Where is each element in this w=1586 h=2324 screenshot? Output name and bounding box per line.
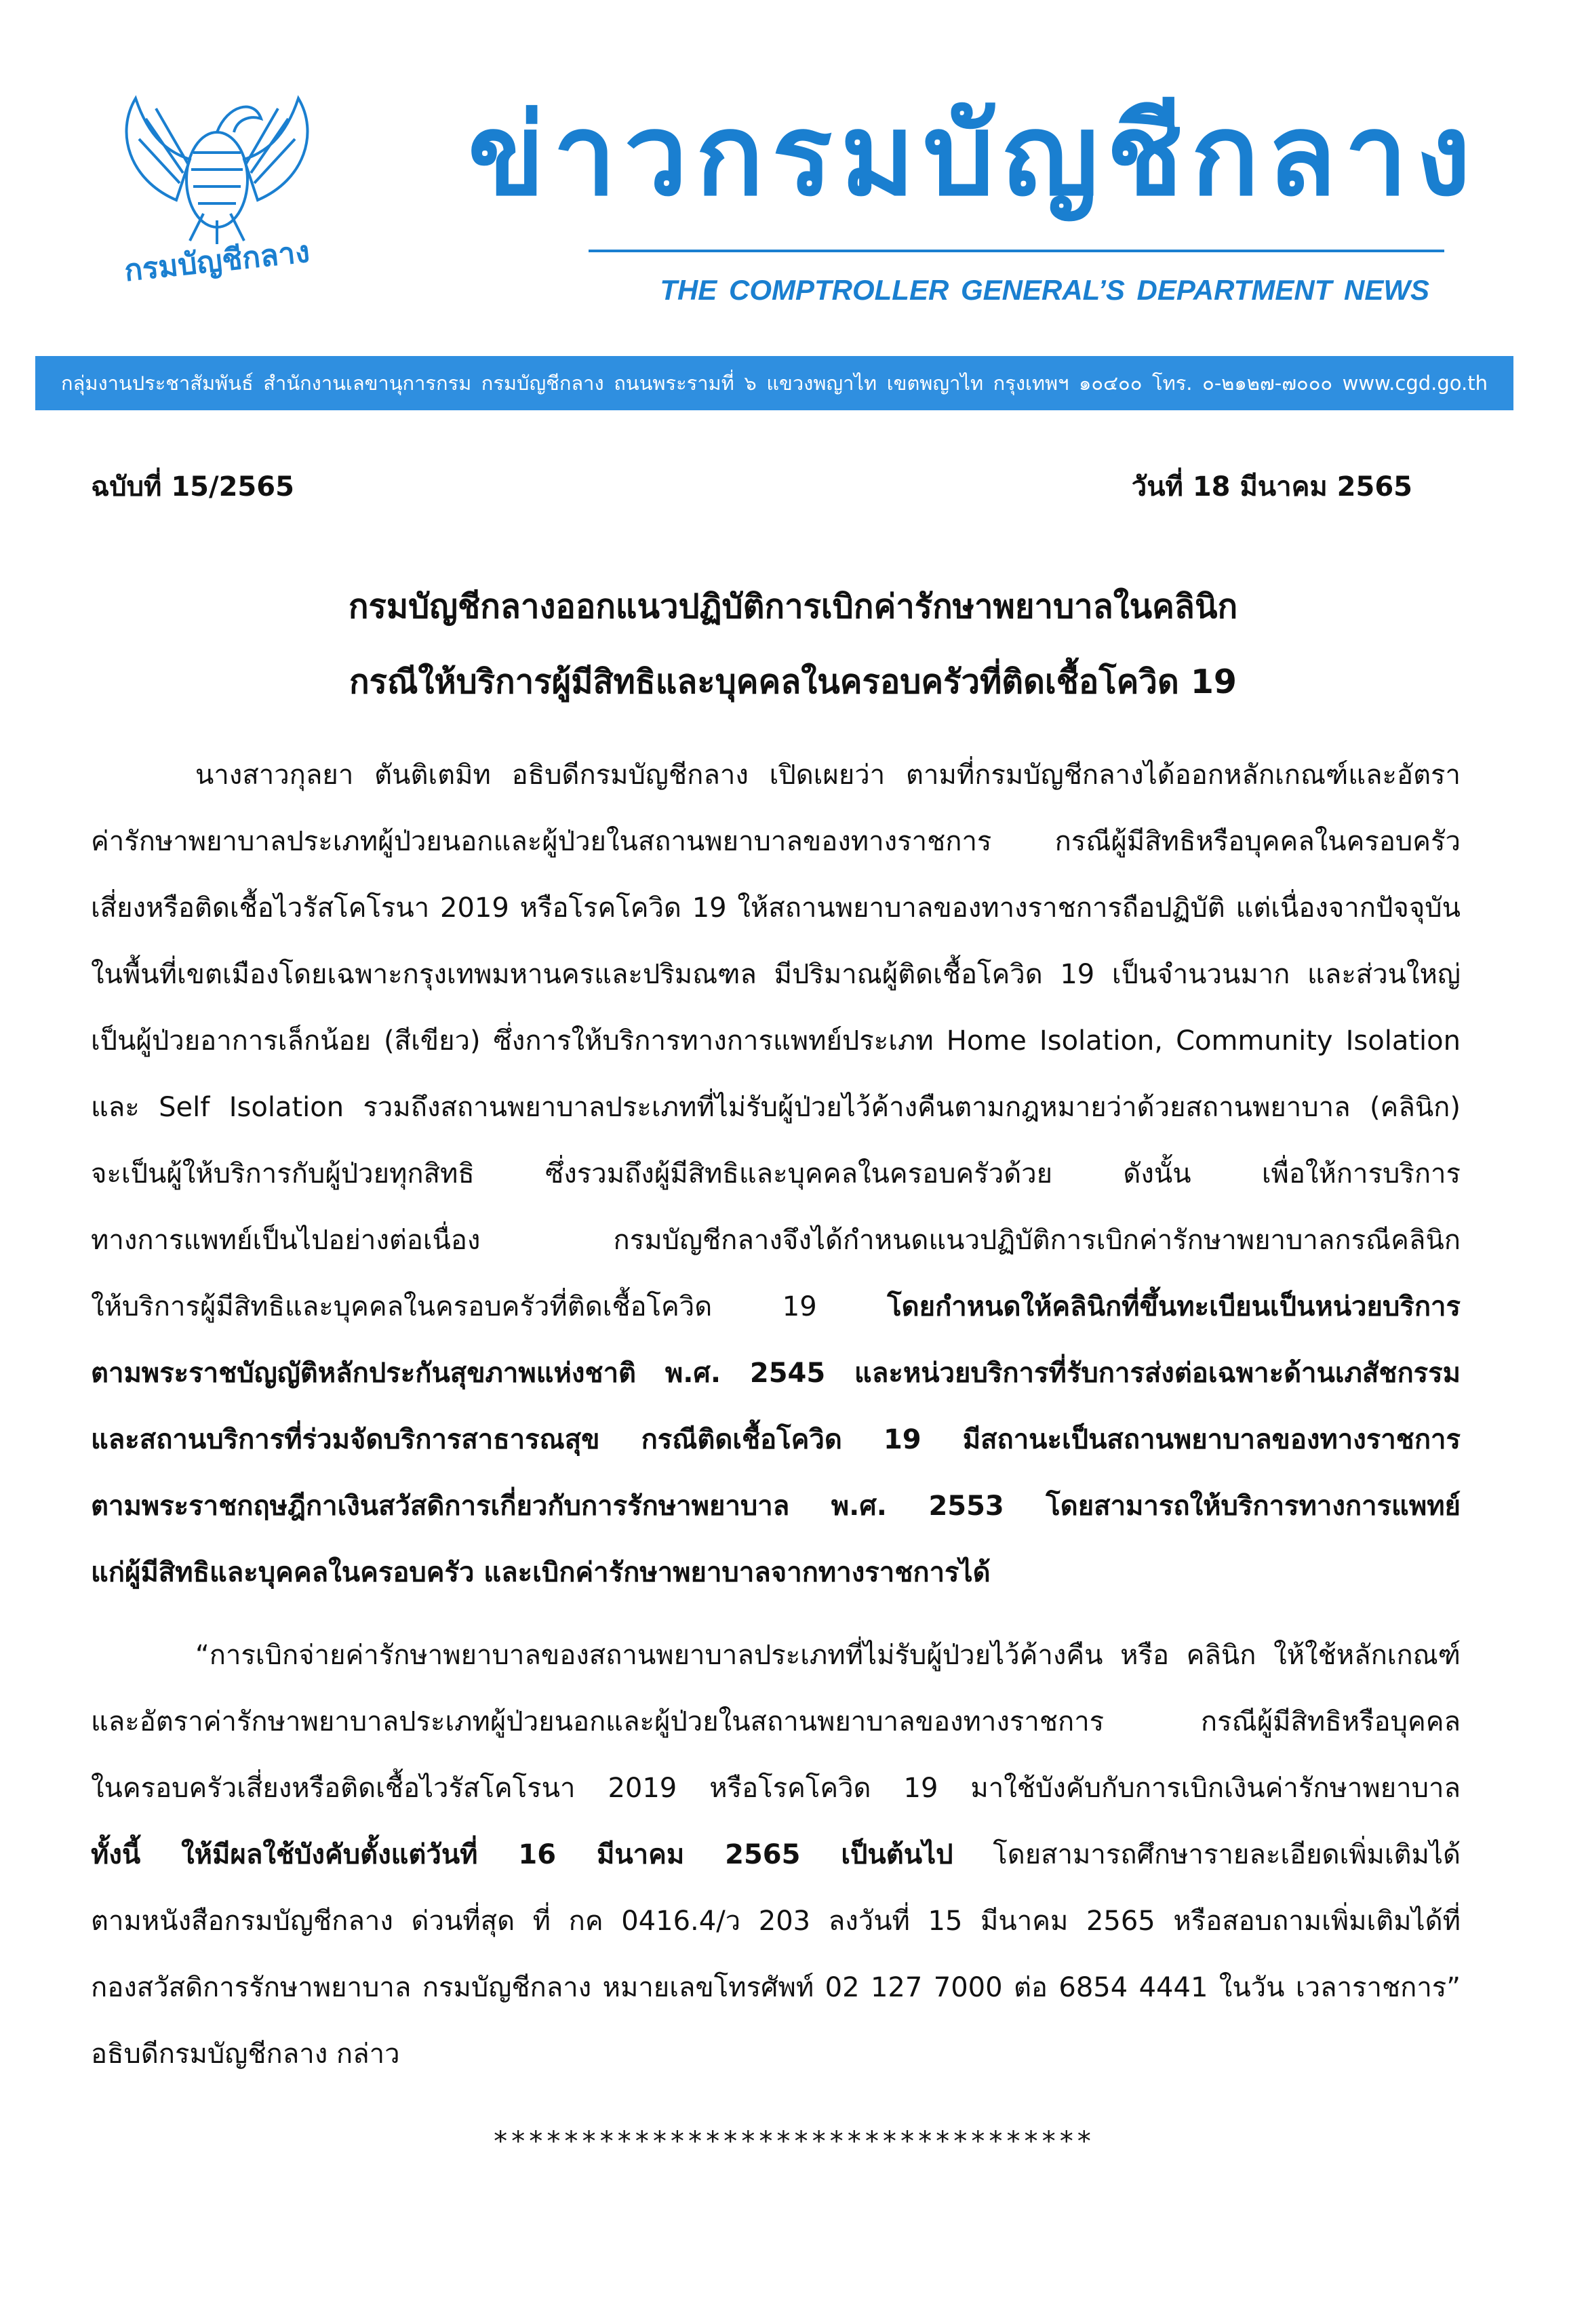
paragraph-line xyxy=(91,1274,1461,1339)
paragraph-line: กองสวัสดิการรักษาพยาบาล กรมบัญชีกลาง หมายเลขโทรศัพท์ 02 127 7000 ต่อ 6854 4441 ในวัน เวลาราชการ” xyxy=(91,1972,1461,2003)
paragraph-text: ให้บริการผู้มีสิทธิและบุคคลในครอบครัวที่ติดเชื้อโควิด 19 xyxy=(91,1291,888,1322)
masthead-title: ข่าวกรมบัญชีกลาง xyxy=(468,90,1479,221)
headline-line-1: กรมบัญชีกลางออกแนวปฏิบัติการเบิกค่ารักษาพยาบาลในคลินิก xyxy=(348,587,1238,626)
paragraph-line: แก่ผู้มีสิทธิและบุคคลในครอบครัว และเบิกค่ารักษาพยาบาลจากทางราชการได้ xyxy=(91,1557,991,1588)
issue-date: วันที่ 18 มีนาคม 2565 xyxy=(1131,471,1412,503)
paragraph-line: อธิบดีกรมบัญชีกลาง กล่าว xyxy=(91,2039,400,2070)
contact-info-text: กลุ่มงานประชาสัมพันธ์ สำนักงานเลขานุการกรม กรมบัญชีกลาง ถนนพระรามที่ ๖ แขวงพญาไท เขตพญาไท กรุงเทพฯ ๑๐๔๐๐ โทร. ๐-๒๑๒๗-๗๐๐๐ www.cgd.go.th xyxy=(61,372,1488,395)
paragraph-line: เสี่ยงหรือติดเชื้อไวรัสโคโรนา 2019 หรือโรคโควิด 19 ให้สถานพยาบาลของทางราชการถือปฏิบัติ แต่เนื่องจากปัจจุบัน xyxy=(91,892,1461,924)
contact-info-bar xyxy=(35,356,1513,410)
issue-number: ฉบับที่ 15/2565 xyxy=(91,471,294,503)
paragraph-line: “การเบิกจ่ายค่ารักษาพยาบาลของสถานพยาบาลประเภทที่ไม่รับผู้ป่วยไว้ค้างคืน หรือ คลินิก ให้ใช้หลักเกณฑ์ xyxy=(195,1640,1461,1671)
paragraph-line: และอัตราค่ารักษาพยาบาลประเภทผู้ป่วยนอกและผู้ป่วยในสถานพยาบาลของทางราชการ กรณีผู้มีสิทธิหรือบุคคล xyxy=(91,1706,1461,1737)
paragraph-line: ค่ารักษาพยาบาลประเภทผู้ป่วยนอกและผู้ป่วยในสถานพยาบาลของทางราชการ กรณีผู้มีสิทธิหรือบุคคลในครอบครัว xyxy=(91,826,1461,857)
headline-line-2: กรณีให้บริการผู้มีสิทธิและบุคคลในครอบครัวที่ติดเชื้อโควิด 19 xyxy=(349,663,1237,701)
paragraph-line: ตามพระราชกฤษฎีกาเงินสวัสดิการเกี่ยวกับการรักษาพยาบาล พ.ศ. 2553 โดยสามารถให้บริการทางการแพทย์ xyxy=(91,1491,1461,1522)
paragraph-text: โดยสามารถศึกษารายละเอียดเพิ่มเติมได้ xyxy=(953,1839,1461,1870)
paragraph-line: และสถานบริการที่ร่วมจัดบริการสาธารณสุข กรณีติดเชื้อโควิด 19 มีสถานะเป็นสถานพยาบาลของทางราชการ xyxy=(91,1424,1461,1455)
paragraph-bold-text: โดยกำหนดให้คลินิกที่ขึ้นทะเบียนเป็นหน่วยบริการ xyxy=(887,1291,1461,1322)
svg-text:กรมบัญชีกลาง: กรมบัญชีกลาง xyxy=(122,234,312,281)
paragraph-line: ตามพระราชบัญญัติหลักประกันสุขภาพแห่งชาติ พ.ศ. 2545 และหน่วยบริการที่รับการส่งต่อเฉพาะด้านเภสัชกรรม xyxy=(91,1358,1461,1389)
paragraph-line: นางสาวกุลยา ตันติเตมิท อธิบดีกรมบัญชีกลาง เปิดเผยว่า ตามที่กรมบัญชีกลางได้ออกหลักเกณฑ์และอัตรา xyxy=(195,760,1461,791)
end-of-release-marker: ********************************** xyxy=(492,2126,1094,2157)
paragraph-line: และ Self Isolation รวมถึงสถานพยาบาลประเภทที่ไม่รับผู้ป่วยไว้ค้างคืนตามกฎหมายว่าด้วยสถานพยาบาล (คลินิก) xyxy=(91,1092,1461,1123)
cgd-logo xyxy=(108,78,325,281)
paragraph-line: ในพื้นที่เขตเมืองโดยเฉพาะกรุงเทพมหานครและปริมณฑล มีปริมาณผู้ติดเชื้อโควิด 19 เป็นจำนวนมาก และส่วนใหญ่ xyxy=(91,959,1461,990)
paragraph-line: ตามหนังสือกรมบัญชีกลาง ด่วนที่สุด ที่ กค 0416.4/ว 203 ลงวันที่ 15 มีนาคม 2565 หรือสอบถามเพิ่มเติมได้ที่ xyxy=(91,1906,1461,1937)
paragraph-line: ในครอบครัวเสี่ยงหรือติดเชื้อไวรัสโคโรนา 2019 หรือโรคโควิด 19 มาใช้บังคับกับการเบิกเงินค่ารักษาพยาบาล xyxy=(91,1773,1461,1804)
paragraph-bold-text: ทั้งนี้ ให้มีผลใช้บังคับตั้งแต่วันที่ 16 มีนาคม 2565 เป็นต้นไป xyxy=(91,1839,953,1870)
garuda-emblem-icon xyxy=(108,78,325,281)
paragraph-line xyxy=(91,1822,1461,1887)
paragraph-line: เป็นผู้ป่วยอาการเล็กน้อย (สีเขียว) ซึ่งการให้บริการทางการแพทย์ประเภท Home Isolation, Community Isolation xyxy=(91,1025,1461,1057)
paragraph-line: จะเป็นผู้ให้บริการกับผู้ป่วยทุกสิทธิ ซึ่งรวมถึงผู้มีสิทธิและบุคคลในครอบครัวด้วย ดังนั้น เพื่อให้การบริการ xyxy=(91,1158,1461,1189)
masthead-subtitle: THE COMPTROLLER GENERAL’S DEPARTMENT NEWS xyxy=(660,274,1429,306)
paragraph-line: ทางการแพทย์เป็นไปอย่างต่อเนื่อง กรมบัญชีกลางจึงได้กำหนดแนวปฏิบัติการเบิกค่ารักษาพยาบาลกรณีคลินิก xyxy=(91,1225,1461,1256)
masthead-divider xyxy=(589,250,1444,252)
